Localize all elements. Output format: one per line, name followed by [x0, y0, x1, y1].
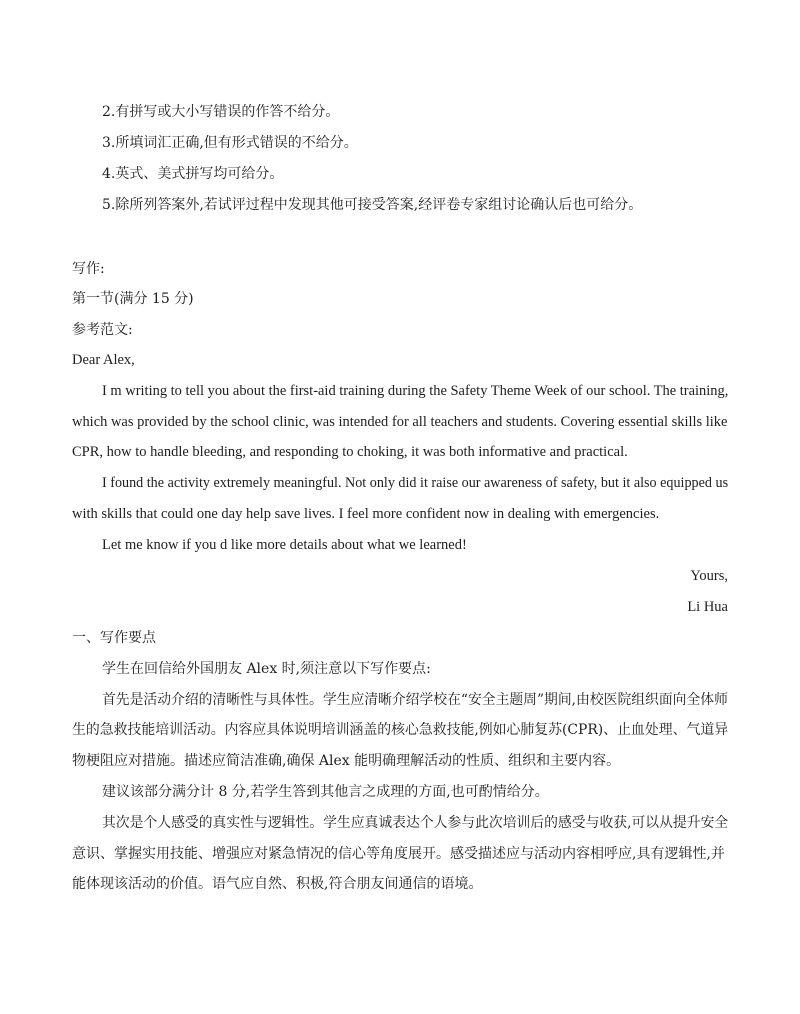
key-point-line: 首先是活动介绍的清晰性与具体性。学生应清晰介绍学校在“安全主题周”期间,由校医院组织面向全体师 [102, 692, 728, 708]
marking-note: 2.有拼写或大小写错误的作答不给分。 [102, 104, 340, 120]
letter-salutation: Dear Alex, [72, 352, 135, 368]
marking-note: 5.除所列答案外,若试评过程中发现其他可接受答案,经评卷专家组讨论确认后也可给分。 [102, 197, 643, 213]
key-point-line: 意识、掌握实用技能、增强应对紧急情况的信心等角度展开。感受描述应与活动内容相呼应,具有逻辑性,并 [72, 846, 725, 862]
key-point-line: 能体现该活动的价值。语气应自然、积极,符合朋友间通信的语境。 [72, 876, 483, 892]
letter-line: I m writing to tell you about the first-aid training during the Safety Theme Week of our school. The training, [102, 383, 729, 399]
letter-closing: Yours, [690, 568, 728, 584]
key-point-line: 生的急救技能培训活动。内容应具体说明培训涵盖的核心急救技能,例如心肺复苏(CPR)、止血处理、气道异 [72, 722, 729, 738]
score-note: 建议该部分满分计 8 分,若学生答到其他言之成理的方面,也可酌情给分。 [102, 784, 549, 800]
key-points-intro: 学生在回信给外国朋友 Alex 时,须注意以下写作要点: [102, 661, 431, 677]
letter-line: with skills that could one day help save lives. I feel more confident now in dealing with emergencies. [72, 506, 660, 522]
letter-line: which was provided by the school clinic, was intended for all teachers and students. Covering essential skills like [72, 414, 728, 430]
key-points-heading: 一、写作要点 [72, 630, 156, 646]
letter-line: I found the activity extremely meaningful. Not only did it raise our awareness of safety, but it also equipped us [102, 475, 729, 491]
key-point-line: 其次是个人感受的真实性与逻辑性。学生应真诚表达个人参与此次培训后的感受与收获,可以从提升安全 [102, 815, 729, 831]
letter-line: CPR, how to handle bleeding, and responding to choking, it was both informative and practical. [72, 444, 628, 460]
letter-signature: Li Hua [687, 599, 728, 615]
sample-label: 参考范文: [72, 322, 133, 338]
letter-line: Let me know if you d like more details about what we learned! [102, 537, 467, 553]
writing-heading: 写作: [72, 261, 105, 277]
marking-note: 3.所填词汇正确,但有形式错误的不给分。 [102, 135, 358, 151]
section-title: 第一节(满分 15 分) [72, 291, 194, 307]
marking-note: 4.英式、美式拼写均可给分。 [102, 166, 284, 182]
key-point-line: 物梗阻应对措施。描述应简洁准确,确保 Alex 能明确理解活动的性质、组织和主要内容。 [72, 753, 621, 769]
